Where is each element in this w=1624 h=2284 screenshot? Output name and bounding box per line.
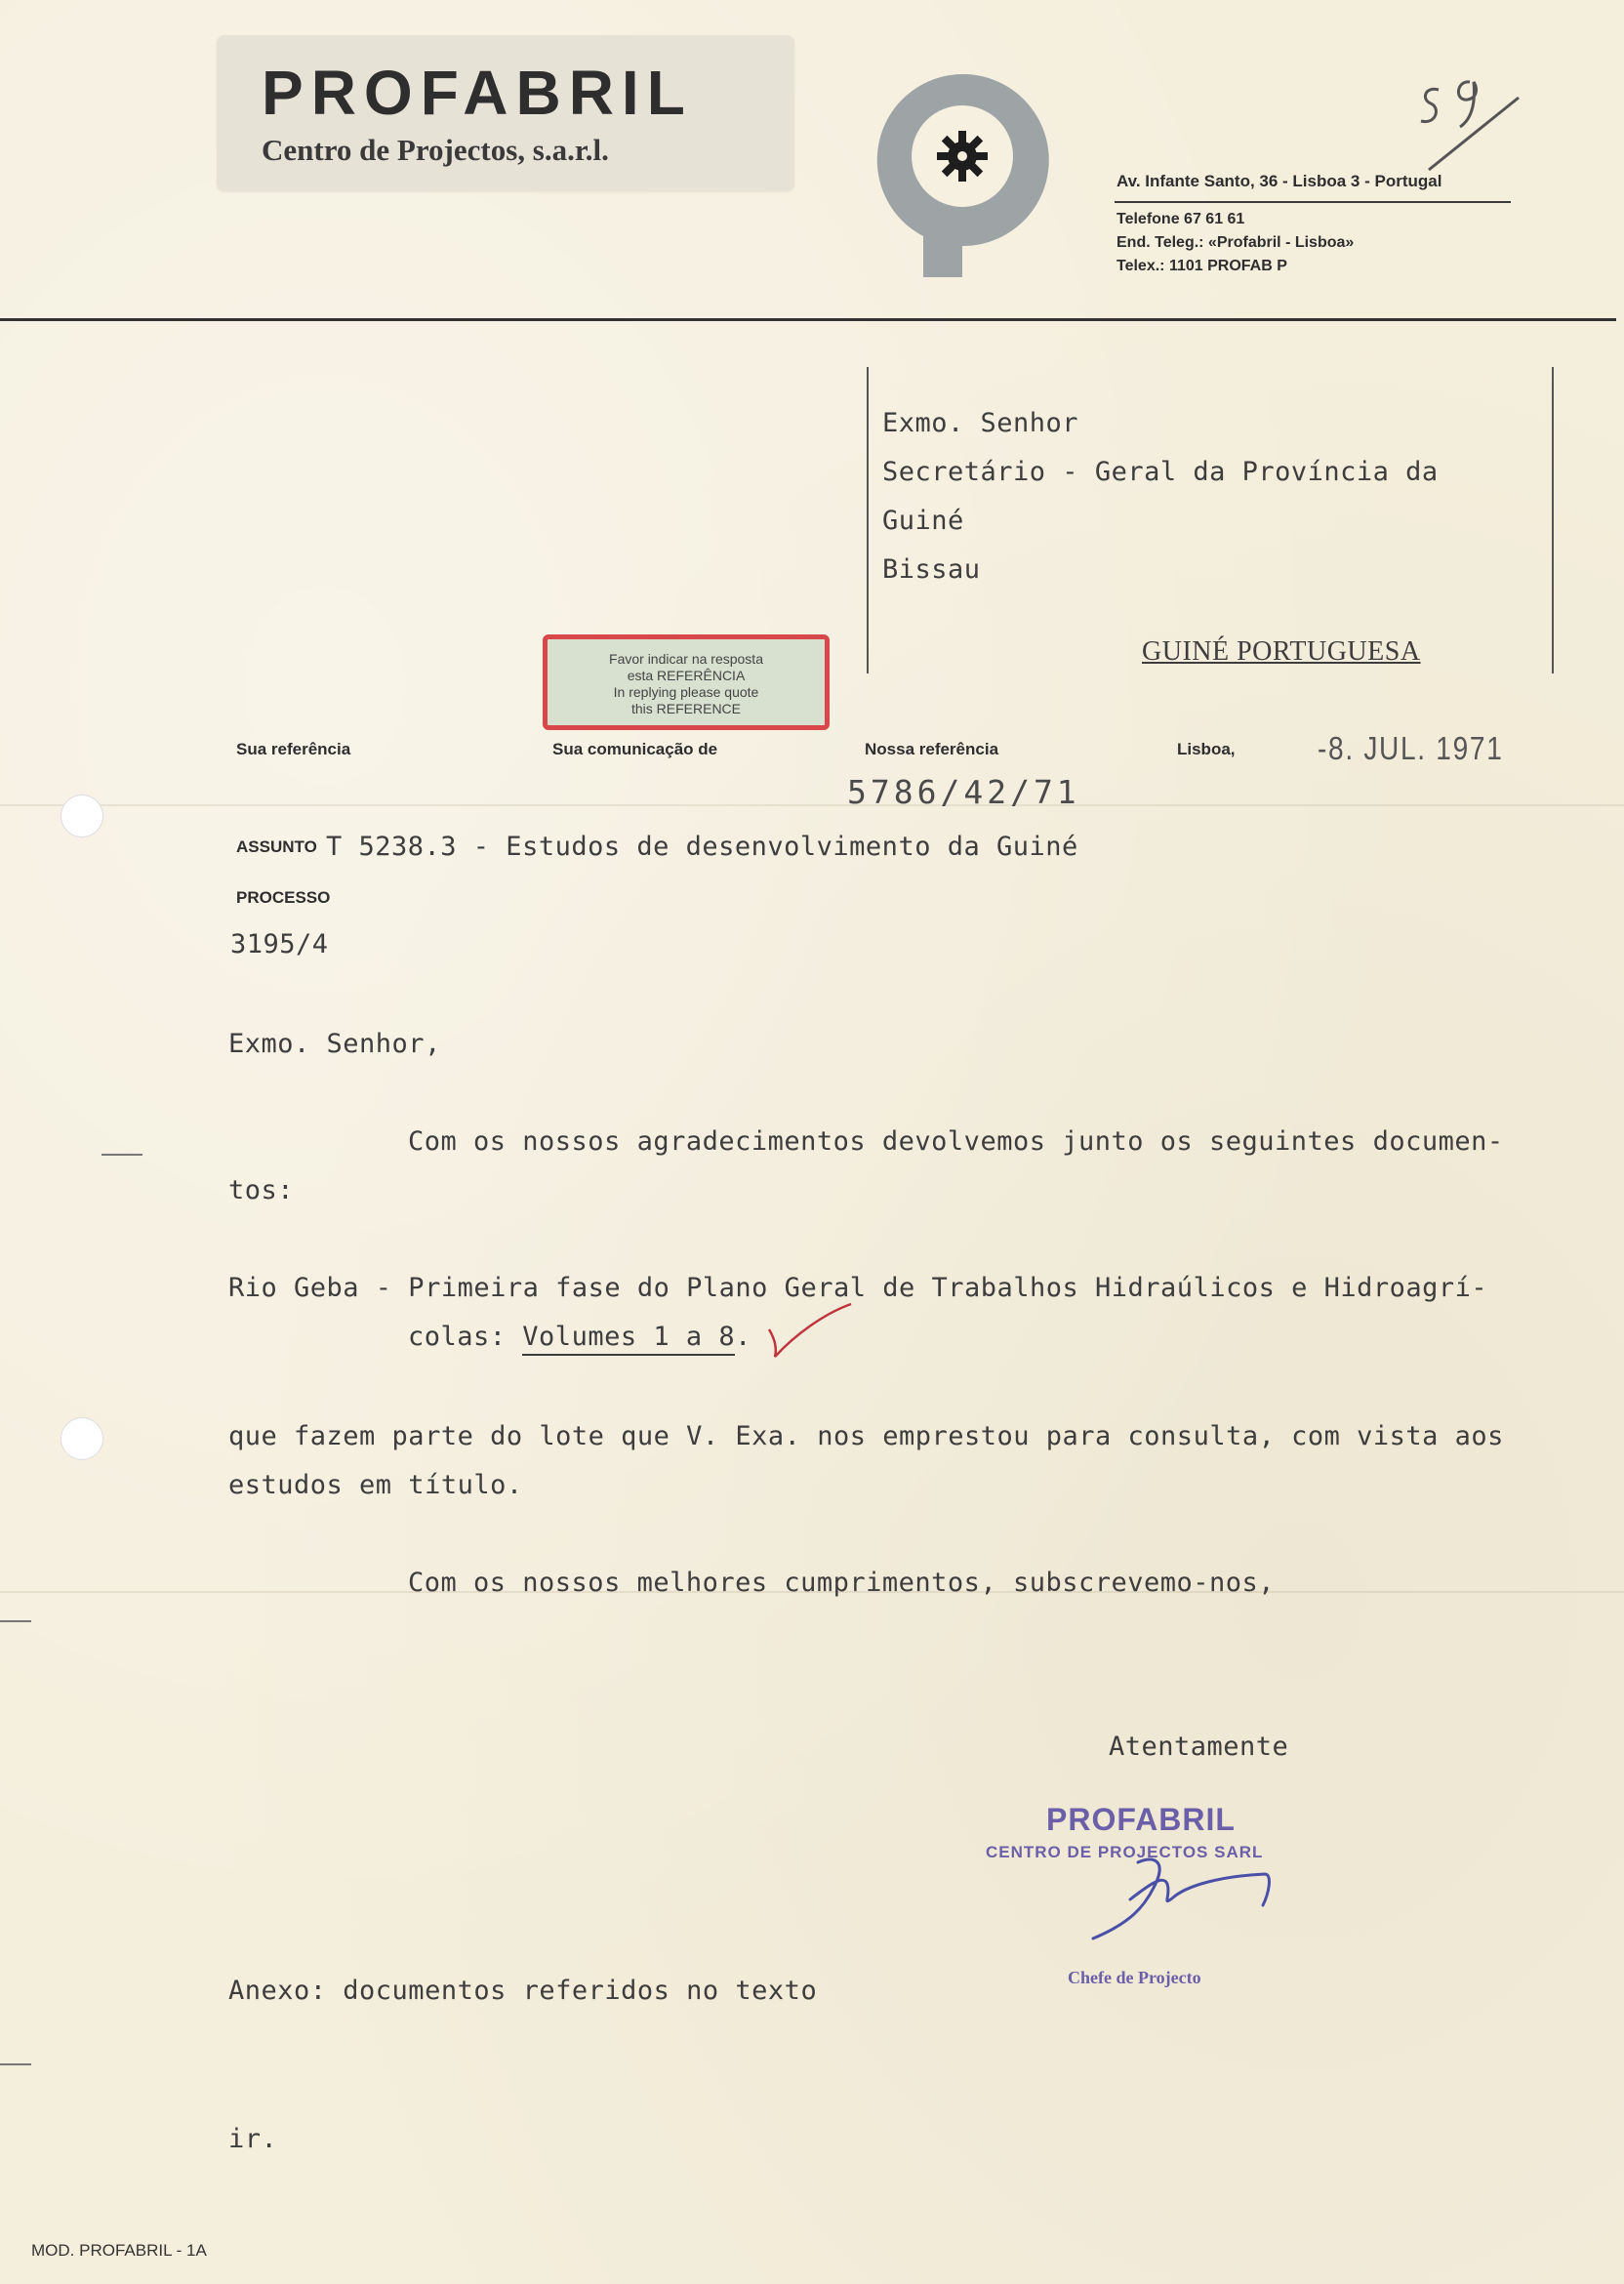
reference-sticker [543,634,830,730]
company-subtitle: Centro de Projectos, s.a.r.l. [262,133,609,167]
recipient-city: Bissau [882,554,981,585]
our-reference-label: Nossa referência [865,740,999,758]
margin-tick [102,1154,142,1156]
stamp-company-name: PROFABRIL [1046,1802,1236,1837]
date-stamp: -8. JUL. 1971 [1318,730,1504,766]
subject-text: T 5238.3 - Estudos de desenvolvimento da Guiné [326,832,1078,862]
form-code: MOD. PROFABRIL - 1A [31,2241,207,2260]
place-label: Lisboa, [1177,740,1236,758]
paper-fold [0,804,1624,806]
sign-off: Atentamente [1109,1732,1289,1762]
company-phone: Telefone 67 61 61 [1116,211,1245,227]
address-window-right [1552,367,1554,673]
stamp-role: Chefe de Projecto [1068,1968,1201,1987]
closing-line: Com os nossos melhores cumprimentos, subscrevemo-nos, [408,1568,1276,1598]
document-item-line-2 [408,1322,751,1352]
body-paragraph-1-line-1: Com os nossos agradecimentos devolvemos junto os seguintes documen- [408,1126,1504,1157]
handwritten-page-number [1409,68,1526,176]
stamp-subtitle: CENTRO DE PROJECTOS SARL [986,1843,1264,1861]
company-telegraph: End. Teleg.: «Profabril - Lisboa» [1116,234,1355,251]
punch-hole [61,1417,103,1460]
margin-tick [0,1620,31,1622]
handwritten-signature [1074,1835,1288,1942]
process-number: 3195/4 [230,929,329,959]
recipient-line-2: Secretário - Geral da Província da [882,457,1439,487]
address-window-left [867,367,869,673]
body-paragraph-1-line-2: tos: [228,1175,295,1205]
address-rule [1115,201,1511,203]
document-item-line-1: Rio Geba - Primeira fase do Plano Geral de Trabalhos Hidraúlicos e Hidroagrí- [228,1273,1488,1303]
reference-sticker-line: Favor indicar na resposta [609,651,763,667]
salutation: Exmo. Senhor, [228,1029,441,1059]
reference-sticker-line: this REFERENCE [630,701,742,716]
svg-text:59: 59 [1409,68,1411,69]
checkmark-icon [765,1300,855,1361]
typist-initials: ir. [228,2124,278,2154]
body-paragraph-2-line-2: estudos em título. [228,1470,523,1500]
your-reference-label: Sua referência [236,740,351,758]
company-name: PROFABRIL [262,58,693,128]
body-paragraph-2-line-1: que fazem parte do lote que V. Exa. nos emprestou para consulta, com vista aos [228,1421,1504,1451]
margin-tick [0,2063,31,2065]
document-item-suffix: . [735,1322,751,1352]
gear-logo-icon [867,64,1058,277]
recipient-line-1: Exmo. Senhor [882,408,1079,438]
subject-label: ASSUNTO [236,837,317,856]
process-label: PROCESSO [236,888,331,907]
punch-hole [61,795,103,837]
company-telex: Telex.: 1101 PROFAB P [1116,258,1287,274]
document-volumes: Volumes 1 a 8 [522,1322,735,1356]
your-communication-label: Sua comunicação de [552,740,718,758]
header-divider [0,318,1616,321]
annex-note: Anexo: documentos referidos no texto [228,1976,818,2006]
recipient-line-3: Guiné [882,506,964,536]
reference-sticker-line: esta REFERÊNCIA [627,668,746,683]
recipient-country: GUINÉ PORTUGUESA [1142,636,1421,667]
reference-sticker-line: In replying please quote [613,684,759,700]
company-address: Av. Infante Santo, 36 - Lisboa 3 - Portugal [1116,172,1442,190]
document-item-prefix: colas: [408,1322,523,1352]
reference-number: 5786/42/71 [847,773,1080,811]
